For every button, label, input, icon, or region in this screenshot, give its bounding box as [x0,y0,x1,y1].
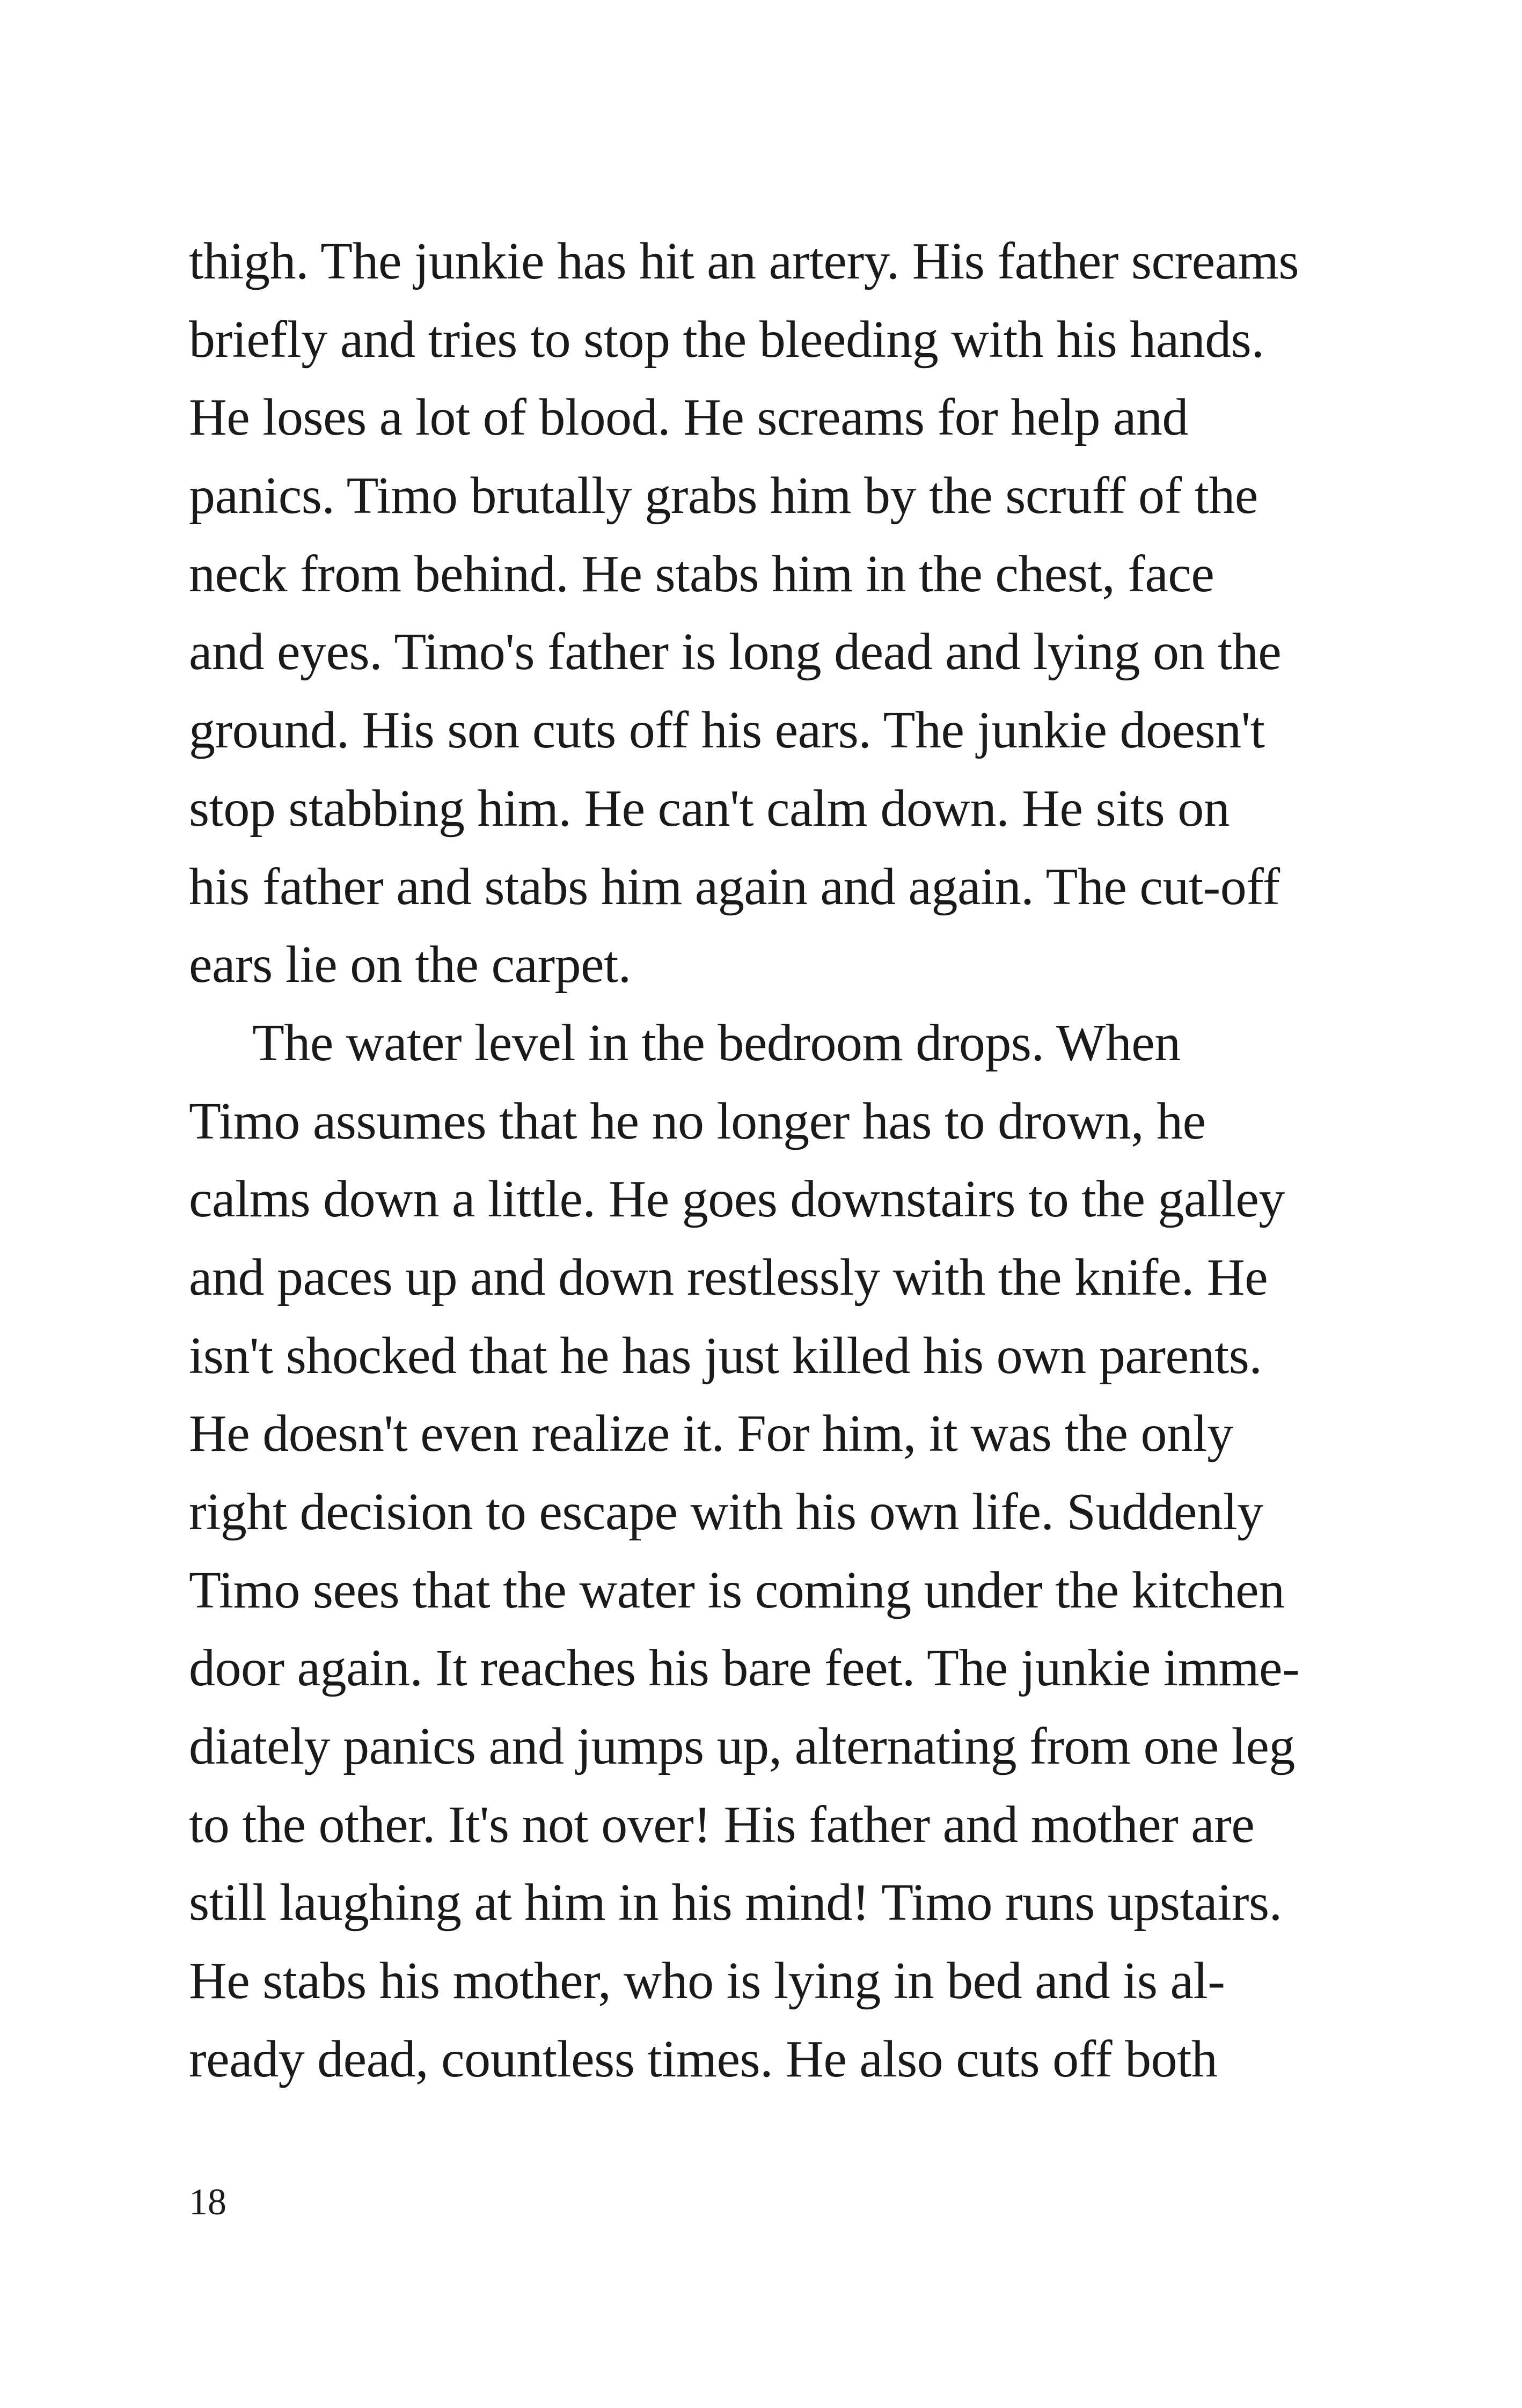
body-text [189,223,1321,2099]
page-number: 18 [189,2182,226,2223]
text-line: He doesn't even realize it. For him, it was the only [189,1405,1233,1463]
text-line: and paces up and down restlessly with the knife. He [189,1248,1268,1306]
text-line: ready dead, countless times. He also cuts off both [189,2030,1218,2088]
text-line: to the other. It's not over! His father and mother are [189,1795,1255,1854]
text-line: door again. It reaches his bare feet. The junkie imme- [189,1639,1300,1698]
text-line: isn't shocked that he has just killed his own parents. [189,1326,1262,1385]
text-line: ears lie on the carpet. [189,936,631,994]
text-line: briefly and tries to stop the bleeding with his hands. [189,310,1264,369]
text-line: Timo assumes that he no longer has to drown, he [189,1092,1206,1150]
text-line: Timo sees that the water is coming under the kitchen [189,1561,1285,1619]
text-line: ground. His son cuts off his ears. The junkie doesn't [189,701,1265,760]
text-line: panics. Timo brutally grabs him by the scruff of the [189,467,1258,525]
text-line: neck from behind. He stabs him in the chest, face [189,545,1214,603]
text-line: thigh. The junkie has hit an artery. His father screams [189,232,1299,290]
text-line: calms down a little. He goes downstairs to the galley [189,1170,1285,1229]
text-line: his father and stabs him again and again. The cut-off [189,857,1280,916]
paragraph-first-line: The water level in the bedroom drops. When [252,1014,1181,1072]
text-line: He stabs his mother, who is lying in bed and is al- [189,1952,1225,2010]
text-line: right decision to escape with his own life. Suddenly [189,1483,1263,1541]
text-line: He loses a lot of blood. He screams for help and [189,388,1188,447]
text-line: still laughing at him in his mind! Timo runs upstairs. [189,1874,1282,1932]
text-line: stop stabbing him. He can't calm down. He sits on [189,779,1230,838]
text-line: and eyes. Timo's father is long dead and lying on the [189,623,1282,681]
text-line: diately panics and jumps up, alternating from one leg [189,1717,1295,1776]
